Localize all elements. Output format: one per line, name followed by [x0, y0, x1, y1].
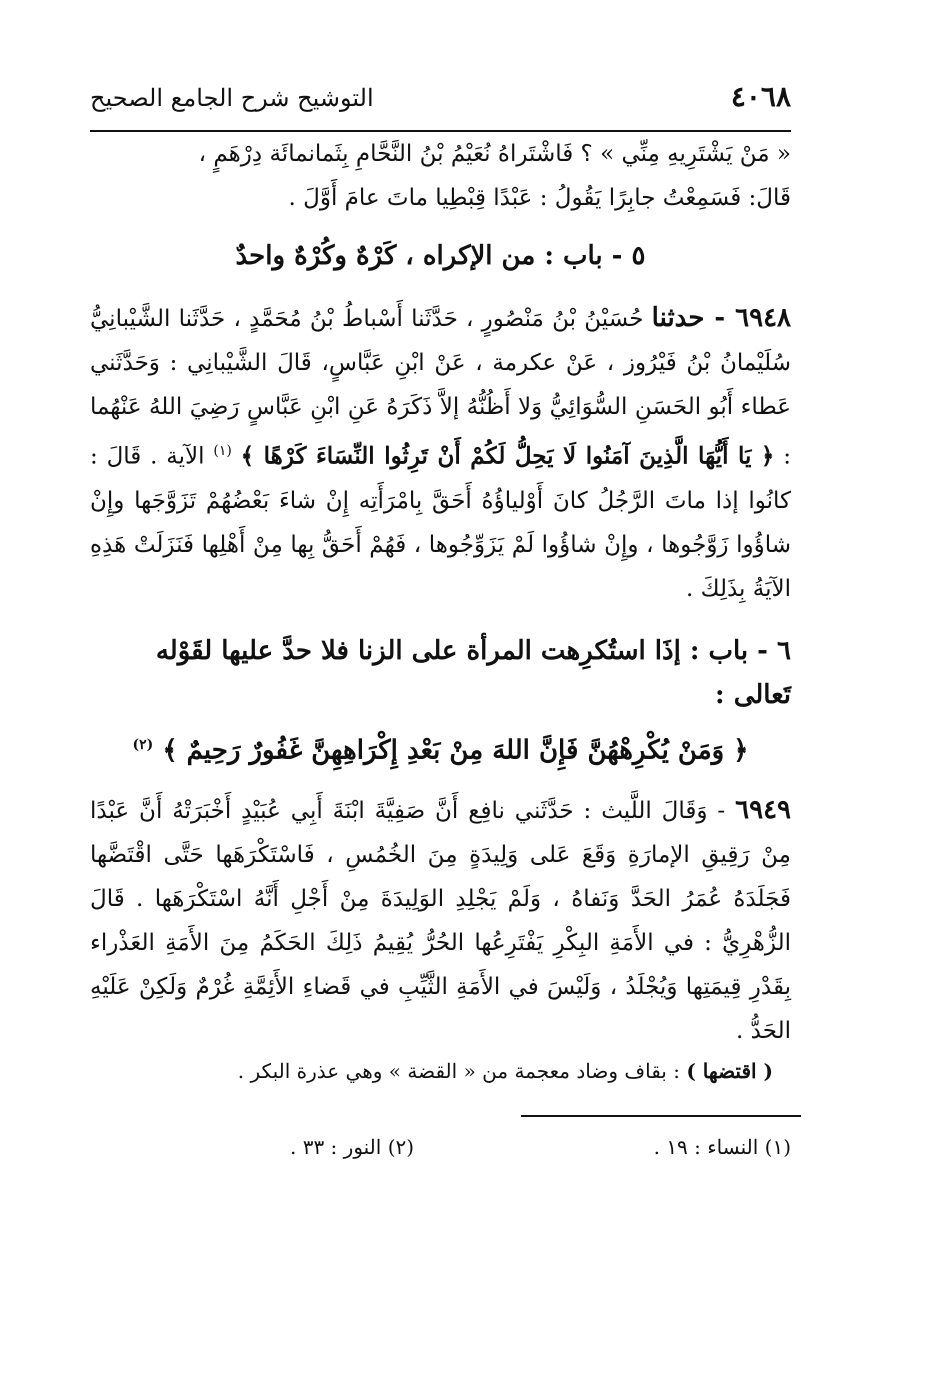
footnote-2: (٢) النور : ٣٣ . [290, 1135, 415, 1160]
chapter-6-heading: ٦ - باب : إذَا استُكرِهت المرأة على الزنا فلا حدَّ عليها لقَوْله تَعالى : [155, 635, 791, 710]
page-number: ٤٠٦٨ [730, 80, 791, 113]
intro-line-1: « مَنْ يَشْتَرِيهِ مِنِّي » ؟ فَاشْتَراهُ نُعَيْمُ بْنُ النَّحَّامِ بِثَمانمائَة دِرْهَمٍ ، [198, 141, 791, 167]
footnote-ref-1: (١) [213, 443, 232, 459]
note-text: : بقاف وضاد معجمة من « القضة » وهي عذرة البكر . [237, 1059, 687, 1084]
body-text [90, 132, 791, 1089]
book-title: التوشيح شرح الجامع الصحيح [90, 84, 374, 112]
page [90, 80, 791, 1321]
chapter-6-verse: ﴿ وَمَنْ يُكْرِهْهُنَّ فَإِنَّ اللهَ مِنْ بَعْدِ إِكْرَاهِهِنَّ غَفُورٌ رَحِيمٌ ﴾ [162, 735, 749, 766]
chapter-6-verse-line [90, 723, 791, 773]
hadith-6948-verse: ﴿ يَا أَيُّهَا الَّذِينَ آمَنُوا لَا يَحِلُّ لَكُمْ أَنْ تَرِثُوا النِّسَاءَ كَرْهًا ﴾ [240, 442, 775, 470]
explanatory-note [90, 1053, 773, 1089]
intro-line-2: قَالَ: فَسَمِعْتُ جابِرًا يَقُولُ : عَبْدًا قِبْطِيا ماتَ عامَ أَوَّلَ . [288, 185, 791, 211]
hadith-6949-text: - وَقَالَ اللَّيث : حَدَّثَني نافِع أَنَّ صَفِيَّةَ ابْنَةَ أَبِي عُبَيْدٍ أَخْبَرَتْهُ أَنَّ عَبْدًا مِنْ رَقِيقِ الإمارَةِ وَقَعَ عَلى وَلِيدَةٍ مِنَ الخُمُسِ ، فَاسْتَكْرَهَها حَتَّى اقْتَضَّها فَجَلَدَهُ عُمَرُ الحَدَّ وَنَفاهُ ، وَلَمْ يَجْلِدِ الوَلِيدَةَ مِنْ أَجْلِ أَنَّهُ اسْتَكْرَهَها . قَالَ الزُّهْرِيُّ : في الأَمَةِ البِكْرِ يَفْتَرِعُها الحُرُّ يُقِيمُ ذَلِكَ الحَكَمُ مِنَ الأَمَةِ العَذْراء بِقَدْرِ قِيمَتِها وَيُجْلَدُ ، وَلَيْسَ في الأَمَةِ الثَّيِّبِ في قَضاءِ الأَئِمَّةِ غُرْمٌ وَلَكِنْ عَلَيْهِ الحَدُّ . [90, 798, 791, 1045]
hadith-6948-text-1: حُسَيْنُ بْنُ مَنْصُورٍ ، حَدَّثَنا أَسْباطُ بْنُ مُحَمَّدٍ ، حَدَّثَنا الشَّيْبانِيُّ سُلَيْمانُ بْنُ فَيْرُوز ، عَنْ عكرمة ، عَنْ ابْنِ عَبَّاسٍ، قَالَ الشَّيْبانِي : وَحَدَّثَني عَطاء أَبُو الحَسَنِ السُّوَائِيُّ وَلا أَظُنُّهُ إلاَّ ذَكَرَهُ عَنِ ابْنِ عَبَّاسٍ رَضِيَ اللهُ عَنْهُما : [90, 306, 792, 470]
hadith-6948-number: ٦٩٤٨ - حدثنا [651, 303, 791, 333]
footnote-rule [521, 1115, 801, 1117]
footnote-ref-2: (٢) [132, 736, 154, 753]
running-head [90, 80, 791, 124]
hadith-6948 [90, 296, 791, 611]
hadith-6949 [90, 788, 791, 1053]
hadith-6949-number: ٦٩٤٩ [735, 795, 791, 826]
chapter-5-heading: ٥ - باب : من الإكراه ، كَرْهٌ وكُرْهٌ واحدٌ [235, 241, 646, 271]
footnotes [90, 1135, 791, 1159]
hadith-6948-text-2: الآية . قَالَ : كانُوا إذا ماتَ الرَّجُلُ كانَ أَوْلياؤُهُ أَحَقَّ بِامْرَأَتِه إِنْ شاءَ بَعْضُهُمْ تَزَوَّجَها وإِنْ شاؤُوا زَوَّجُوها ، وإِنْ شاؤُوا لَمْ يَزَوِّجُوها ، فَهُمْ أَحَقُّ بِها مِنْ أَهْلِها فَنَزَلَتْ هَذِهِ الآيَةُ بِذَلِكَ . [90, 443, 791, 602]
note-term: ( اقتضها ) [686, 1059, 773, 1084]
footnote-1: (١) النساء : ١٩ . [653, 1135, 791, 1160]
